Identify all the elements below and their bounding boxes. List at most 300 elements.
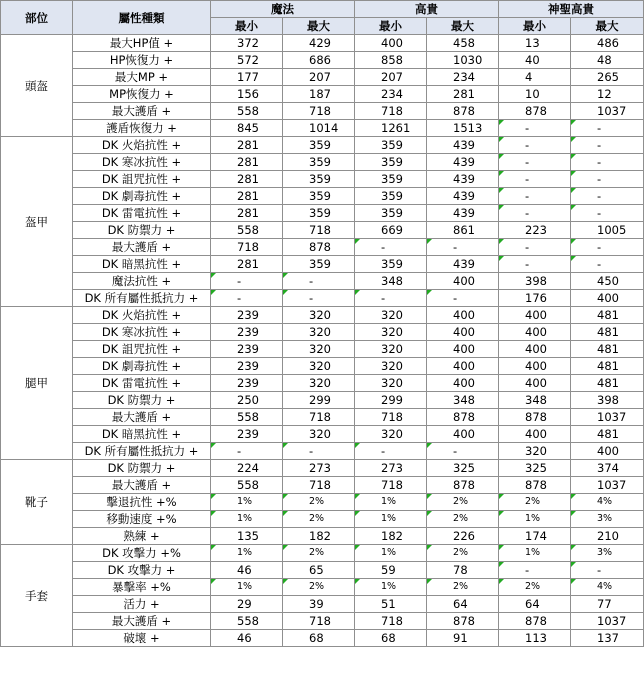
value-cell-magic-min: 1% bbox=[211, 511, 283, 528]
table-row bbox=[1, 494, 644, 511]
value-cell-noble-max: 1030 bbox=[427, 52, 499, 69]
table-row bbox=[1, 120, 644, 137]
value-cell-holy-max: 481 bbox=[571, 375, 644, 392]
table-row bbox=[1, 324, 644, 341]
table-row bbox=[1, 596, 644, 613]
value-cell-noble-max: 439 bbox=[427, 205, 499, 222]
table-row bbox=[1, 460, 644, 477]
table-row bbox=[1, 562, 644, 579]
value-cell-magic-min: 177 bbox=[211, 69, 283, 86]
value-cell-magic-min: 558 bbox=[211, 477, 283, 494]
part-cell: 靴子 bbox=[1, 460, 73, 545]
value-cell-noble-min: 359 bbox=[355, 188, 427, 205]
value-cell-magic-min: - bbox=[211, 290, 283, 307]
value-cell-holy-min: - bbox=[499, 188, 571, 205]
attribute-cell: 最大護盾 + bbox=[73, 103, 211, 120]
value-cell-holy-max: 4% bbox=[571, 494, 644, 511]
table-row bbox=[1, 443, 644, 460]
value-cell-magic-min: 845 bbox=[211, 120, 283, 137]
header-part: 部位 bbox=[1, 1, 73, 35]
value-cell-holy-max: 374 bbox=[571, 460, 644, 477]
value-cell-noble-min: 1% bbox=[355, 545, 427, 562]
header-min: 最小 bbox=[211, 18, 283, 35]
value-cell-noble-max: 400 bbox=[427, 358, 499, 375]
value-cell-noble-max: 439 bbox=[427, 154, 499, 171]
value-cell-holy-min: - bbox=[499, 562, 571, 579]
value-cell-holy-max: 77 bbox=[571, 596, 644, 613]
value-cell-magic-min: 239 bbox=[211, 426, 283, 443]
table-row bbox=[1, 273, 644, 290]
table-row bbox=[1, 375, 644, 392]
value-cell-magic-min: 46 bbox=[211, 630, 283, 647]
value-cell-magic-min: 558 bbox=[211, 103, 283, 120]
value-cell-holy-max: 481 bbox=[571, 324, 644, 341]
value-cell-noble-min: 858 bbox=[355, 52, 427, 69]
table-row bbox=[1, 477, 644, 494]
value-cell-noble-max: 439 bbox=[427, 137, 499, 154]
value-cell-magic-min: 572 bbox=[211, 52, 283, 69]
value-cell-magic-max: 187 bbox=[283, 86, 355, 103]
value-cell-noble-min: 359 bbox=[355, 137, 427, 154]
value-cell-magic-max: 359 bbox=[283, 205, 355, 222]
value-cell-noble-min: 68 bbox=[355, 630, 427, 647]
value-cell-holy-min: 878 bbox=[499, 613, 571, 630]
attribute-cell: DK 所有屬性抵抗力 + bbox=[73, 290, 211, 307]
table-row bbox=[1, 341, 644, 358]
attribute-cell: DK 雷電抗性 + bbox=[73, 375, 211, 392]
value-cell-holy-min: 176 bbox=[499, 290, 571, 307]
value-cell-noble-min: 1% bbox=[355, 579, 427, 596]
value-cell-noble-min: 320 bbox=[355, 341, 427, 358]
value-cell-magic-min: 281 bbox=[211, 154, 283, 171]
value-cell-holy-min: 223 bbox=[499, 222, 571, 239]
table-row bbox=[1, 103, 644, 120]
value-cell-holy-max: 486 bbox=[571, 35, 644, 52]
value-cell-noble-min: 299 bbox=[355, 392, 427, 409]
value-cell-noble-max: 400 bbox=[427, 307, 499, 324]
value-cell-magic-max: 359 bbox=[283, 188, 355, 205]
table-row bbox=[1, 392, 644, 409]
value-cell-magic-max: 65 bbox=[283, 562, 355, 579]
value-cell-magic-min: 1% bbox=[211, 545, 283, 562]
value-cell-noble-min: 1% bbox=[355, 494, 427, 511]
value-cell-magic-max: 182 bbox=[283, 528, 355, 545]
table-row bbox=[1, 52, 644, 69]
attribute-cell: DK 詛咒抗性 + bbox=[73, 171, 211, 188]
value-cell-magic-max: 320 bbox=[283, 324, 355, 341]
value-cell-holy-min: 13 bbox=[499, 35, 571, 52]
value-cell-holy-max: - bbox=[571, 154, 644, 171]
value-cell-magic-max: 2% bbox=[283, 579, 355, 596]
value-cell-noble-min: 359 bbox=[355, 256, 427, 273]
value-cell-holy-max: 265 bbox=[571, 69, 644, 86]
attribute-cell: DK 防禦力 + bbox=[73, 460, 211, 477]
value-cell-holy-max: 3% bbox=[571, 545, 644, 562]
value-cell-noble-max: 861 bbox=[427, 222, 499, 239]
value-cell-magic-min: 281 bbox=[211, 188, 283, 205]
value-cell-noble-min: 1% bbox=[355, 511, 427, 528]
attribute-cell: DK 暗黑抗性 + bbox=[73, 426, 211, 443]
value-cell-magic-max: 320 bbox=[283, 426, 355, 443]
attribute-cell: 熟練 + bbox=[73, 528, 211, 545]
value-cell-noble-max: 878 bbox=[427, 477, 499, 494]
value-cell-magic-min: 1% bbox=[211, 494, 283, 511]
value-cell-noble-min: 359 bbox=[355, 154, 427, 171]
attribute-cell: 最大HP值 + bbox=[73, 35, 211, 52]
attribute-cell: DK 火焰抗性 + bbox=[73, 137, 211, 154]
value-cell-noble-min: 718 bbox=[355, 409, 427, 426]
attribute-cell: DK 火焰抗性 + bbox=[73, 307, 211, 324]
table-row bbox=[1, 511, 644, 528]
value-cell-magic-min: 239 bbox=[211, 341, 283, 358]
value-cell-holy-min: 398 bbox=[499, 273, 571, 290]
header-attr: 屬性種類 bbox=[73, 1, 211, 35]
table-row bbox=[1, 188, 644, 205]
value-cell-magic-min: 135 bbox=[211, 528, 283, 545]
table-row bbox=[1, 630, 644, 647]
value-cell-noble-max: 78 bbox=[427, 562, 499, 579]
attribute-cell: 擊退抗性 +% bbox=[73, 494, 211, 511]
value-cell-magic-max: 2% bbox=[283, 494, 355, 511]
value-cell-magic-min: 281 bbox=[211, 171, 283, 188]
attribute-cell: DK 劇毒抗性 + bbox=[73, 358, 211, 375]
table-row bbox=[1, 307, 644, 324]
attribute-cell: 活力 + bbox=[73, 596, 211, 613]
value-cell-noble-max: 400 bbox=[427, 324, 499, 341]
value-cell-noble-min: - bbox=[355, 239, 427, 256]
value-cell-noble-min: 320 bbox=[355, 358, 427, 375]
value-cell-magic-min: 558 bbox=[211, 409, 283, 426]
attribute-cell: DK 寒冰抗性 + bbox=[73, 324, 211, 341]
value-cell-magic-min: 156 bbox=[211, 86, 283, 103]
attribute-cell: 護盾恢復力 + bbox=[73, 120, 211, 137]
value-cell-holy-min: 320 bbox=[499, 443, 571, 460]
value-cell-holy-max: 481 bbox=[571, 307, 644, 324]
value-cell-magic-min: 1% bbox=[211, 579, 283, 596]
value-cell-magic-max: 718 bbox=[283, 103, 355, 120]
value-cell-noble-max: 2% bbox=[427, 545, 499, 562]
value-cell-magic-max: 320 bbox=[283, 307, 355, 324]
table-row bbox=[1, 256, 644, 273]
value-cell-magic-max: 273 bbox=[283, 460, 355, 477]
attribute-cell: 魔法抗性 + bbox=[73, 273, 211, 290]
value-cell-holy-min: 325 bbox=[499, 460, 571, 477]
value-cell-noble-max: 234 bbox=[427, 69, 499, 86]
value-cell-holy-max: - bbox=[571, 256, 644, 273]
value-cell-holy-max: 1037 bbox=[571, 409, 644, 426]
value-cell-noble-min: 207 bbox=[355, 69, 427, 86]
table-row bbox=[1, 545, 644, 562]
value-cell-noble-min: 182 bbox=[355, 528, 427, 545]
value-cell-magic-max: 718 bbox=[283, 222, 355, 239]
value-cell-holy-max: 1037 bbox=[571, 477, 644, 494]
value-cell-noble-max: 2% bbox=[427, 494, 499, 511]
value-cell-holy-min: 1% bbox=[499, 545, 571, 562]
value-cell-noble-max: 878 bbox=[427, 103, 499, 120]
header-max: 最大 bbox=[427, 18, 499, 35]
table-row bbox=[1, 528, 644, 545]
attribute-cell: 最大護盾 + bbox=[73, 409, 211, 426]
value-cell-magic-min: 372 bbox=[211, 35, 283, 52]
value-cell-holy-min: - bbox=[499, 137, 571, 154]
value-cell-noble-max: 348 bbox=[427, 392, 499, 409]
value-cell-magic-min: 239 bbox=[211, 358, 283, 375]
value-cell-holy-min: 10 bbox=[499, 86, 571, 103]
value-cell-holy-min: 400 bbox=[499, 375, 571, 392]
value-cell-noble-max: 2% bbox=[427, 579, 499, 596]
value-cell-noble-max: 458 bbox=[427, 35, 499, 52]
value-cell-noble-min: - bbox=[355, 443, 427, 460]
value-cell-holy-max: - bbox=[571, 171, 644, 188]
attribute-cell: DK 寒冰抗性 + bbox=[73, 154, 211, 171]
value-cell-holy-min: 1% bbox=[499, 511, 571, 528]
table-row bbox=[1, 426, 644, 443]
value-cell-holy-min: 878 bbox=[499, 477, 571, 494]
value-cell-holy-min: - bbox=[499, 171, 571, 188]
value-cell-holy-max: 398 bbox=[571, 392, 644, 409]
value-cell-magic-max: 207 bbox=[283, 69, 355, 86]
table-row bbox=[1, 290, 644, 307]
value-cell-noble-min: 234 bbox=[355, 86, 427, 103]
attribute-cell: 最大護盾 + bbox=[73, 239, 211, 256]
value-cell-holy-max: 1037 bbox=[571, 613, 644, 630]
value-cell-magic-max: 718 bbox=[283, 409, 355, 426]
header-min: 最小 bbox=[355, 18, 427, 35]
value-cell-magic-min: 46 bbox=[211, 562, 283, 579]
attribute-cell: 移動速度 +% bbox=[73, 511, 211, 528]
value-cell-magic-max: 718 bbox=[283, 477, 355, 494]
value-cell-noble-max: 91 bbox=[427, 630, 499, 647]
value-cell-holy-max: 450 bbox=[571, 273, 644, 290]
value-cell-holy-max: 400 bbox=[571, 290, 644, 307]
value-cell-noble-min: 59 bbox=[355, 562, 427, 579]
value-cell-magic-max: 1014 bbox=[283, 120, 355, 137]
value-cell-noble-min: 348 bbox=[355, 273, 427, 290]
table-row bbox=[1, 137, 644, 154]
value-cell-noble-min: 359 bbox=[355, 205, 427, 222]
value-cell-holy-min: 40 bbox=[499, 52, 571, 69]
header-row-top bbox=[1, 1, 644, 18]
value-cell-noble-min: 718 bbox=[355, 103, 427, 120]
value-cell-magic-max: 359 bbox=[283, 137, 355, 154]
table-row bbox=[1, 579, 644, 596]
value-cell-noble-max: - bbox=[427, 443, 499, 460]
value-cell-holy-min: - bbox=[499, 239, 571, 256]
value-cell-holy-min: 400 bbox=[499, 324, 571, 341]
value-cell-holy-max: 481 bbox=[571, 358, 644, 375]
value-cell-magic-max: 359 bbox=[283, 256, 355, 273]
value-cell-holy-min: 2% bbox=[499, 579, 571, 596]
value-cell-noble-max: 64 bbox=[427, 596, 499, 613]
value-cell-magic-min: 558 bbox=[211, 613, 283, 630]
attribute-cell: HP恢復力 + bbox=[73, 52, 211, 69]
attribute-cell: 最大護盾 + bbox=[73, 613, 211, 630]
table-row bbox=[1, 69, 644, 86]
value-cell-holy-min: 400 bbox=[499, 426, 571, 443]
value-cell-noble-min: 359 bbox=[355, 171, 427, 188]
value-cell-magic-min: 224 bbox=[211, 460, 283, 477]
value-cell-holy-max: 4% bbox=[571, 579, 644, 596]
value-cell-magic-min: 718 bbox=[211, 239, 283, 256]
value-cell-noble-min: 51 bbox=[355, 596, 427, 613]
value-cell-holy-min: - bbox=[499, 205, 571, 222]
table-row bbox=[1, 409, 644, 426]
value-cell-noble-max: 439 bbox=[427, 256, 499, 273]
value-cell-holy-min: 113 bbox=[499, 630, 571, 647]
attribute-cell: 最大MP + bbox=[73, 69, 211, 86]
value-cell-noble-max: 281 bbox=[427, 86, 499, 103]
value-cell-magic-min: 281 bbox=[211, 205, 283, 222]
value-cell-magic-min: 281 bbox=[211, 137, 283, 154]
table-row bbox=[1, 239, 644, 256]
value-cell-magic-max: 718 bbox=[283, 613, 355, 630]
value-cell-magic-max: 299 bbox=[283, 392, 355, 409]
value-cell-noble-min: 1261 bbox=[355, 120, 427, 137]
value-cell-magic-max: 39 bbox=[283, 596, 355, 613]
value-cell-noble-max: 400 bbox=[427, 426, 499, 443]
value-cell-magic-min: 558 bbox=[211, 222, 283, 239]
value-cell-noble-max: 878 bbox=[427, 409, 499, 426]
part-cell: 手套 bbox=[1, 545, 73, 647]
attribute-cell: 最大護盾 + bbox=[73, 477, 211, 494]
value-cell-holy-max: 1037 bbox=[571, 103, 644, 120]
value-cell-holy-max: - bbox=[571, 239, 644, 256]
table-row bbox=[1, 35, 644, 52]
value-cell-noble-max: 1513 bbox=[427, 120, 499, 137]
value-cell-holy-min: 878 bbox=[499, 409, 571, 426]
value-cell-holy-min: 878 bbox=[499, 103, 571, 120]
table-row bbox=[1, 205, 644, 222]
value-cell-magic-min: 281 bbox=[211, 256, 283, 273]
value-cell-noble-max: 439 bbox=[427, 188, 499, 205]
value-cell-magic-min: - bbox=[211, 443, 283, 460]
value-cell-magic-min: 250 bbox=[211, 392, 283, 409]
value-cell-magic-max: 878 bbox=[283, 239, 355, 256]
value-cell-magic-min: 239 bbox=[211, 307, 283, 324]
value-cell-magic-max: 320 bbox=[283, 341, 355, 358]
value-cell-holy-max: 137 bbox=[571, 630, 644, 647]
value-cell-magic-max: - bbox=[283, 273, 355, 290]
part-cell: 腿甲 bbox=[1, 307, 73, 460]
value-cell-noble-max: 400 bbox=[427, 375, 499, 392]
value-cell-noble-min: - bbox=[355, 290, 427, 307]
value-cell-holy-min: 400 bbox=[499, 307, 571, 324]
value-cell-noble-min: 320 bbox=[355, 426, 427, 443]
value-cell-noble-min: 718 bbox=[355, 613, 427, 630]
value-cell-magic-max: - bbox=[283, 443, 355, 460]
part-cell: 頭盔 bbox=[1, 35, 73, 137]
value-cell-holy-min: - bbox=[499, 154, 571, 171]
value-cell-magic-min: 239 bbox=[211, 375, 283, 392]
value-cell-holy-max: 481 bbox=[571, 341, 644, 358]
table-row bbox=[1, 154, 644, 171]
value-cell-noble-min: 320 bbox=[355, 375, 427, 392]
value-cell-magic-min: - bbox=[211, 273, 283, 290]
attribute-cell: MP恢復力 + bbox=[73, 86, 211, 103]
table-row bbox=[1, 358, 644, 375]
header-group-noble: 高貴 bbox=[355, 1, 499, 18]
attribute-cell: DK 防禦力 + bbox=[73, 392, 211, 409]
part-cell: 盔甲 bbox=[1, 137, 73, 307]
header-group-holy-noble: 神聖高貴 bbox=[499, 1, 644, 18]
value-cell-noble-min: 718 bbox=[355, 477, 427, 494]
attribute-cell: 暴擊率 +% bbox=[73, 579, 211, 596]
value-cell-magic-max: 359 bbox=[283, 154, 355, 171]
value-cell-holy-min: 400 bbox=[499, 358, 571, 375]
value-cell-magic-max: 68 bbox=[283, 630, 355, 647]
attribute-cell: DK 劇毒抗性 + bbox=[73, 188, 211, 205]
value-cell-noble-max: 400 bbox=[427, 273, 499, 290]
value-cell-noble-max: - bbox=[427, 239, 499, 256]
header-max: 最大 bbox=[571, 18, 644, 35]
value-cell-holy-max: 400 bbox=[571, 443, 644, 460]
value-cell-holy-max: 210 bbox=[571, 528, 644, 545]
value-cell-noble-min: 273 bbox=[355, 460, 427, 477]
value-cell-noble-min: 320 bbox=[355, 324, 427, 341]
value-cell-holy-max: 48 bbox=[571, 52, 644, 69]
value-cell-noble-min: 400 bbox=[355, 35, 427, 52]
value-cell-holy-max: 1005 bbox=[571, 222, 644, 239]
value-cell-holy-max: 12 bbox=[571, 86, 644, 103]
attribute-cell: DK 攻擊力 + bbox=[73, 562, 211, 579]
attribute-cell: DK 攻擊力 +% bbox=[73, 545, 211, 562]
value-cell-noble-min: 320 bbox=[355, 307, 427, 324]
attribute-cell: 破壞 + bbox=[73, 630, 211, 647]
value-cell-holy-min: - bbox=[499, 120, 571, 137]
header-group-magic: 魔法 bbox=[211, 1, 355, 18]
value-cell-noble-max: 226 bbox=[427, 528, 499, 545]
value-cell-magic-max: - bbox=[283, 290, 355, 307]
attribute-cell: DK 暗黑抗性 + bbox=[73, 256, 211, 273]
table-row bbox=[1, 171, 644, 188]
value-cell-magic-max: 359 bbox=[283, 171, 355, 188]
value-cell-holy-min: 2% bbox=[499, 494, 571, 511]
attribute-cell: DK 詛咒抗性 + bbox=[73, 341, 211, 358]
value-cell-magic-max: 2% bbox=[283, 511, 355, 528]
value-cell-magic-max: 429 bbox=[283, 35, 355, 52]
value-cell-holy-max: - bbox=[571, 188, 644, 205]
value-cell-holy-max: - bbox=[571, 120, 644, 137]
header-max: 最大 bbox=[283, 18, 355, 35]
value-cell-holy-min: 400 bbox=[499, 341, 571, 358]
value-cell-noble-max: 878 bbox=[427, 613, 499, 630]
value-cell-holy-min: - bbox=[499, 256, 571, 273]
attribute-cell: DK 防禦力 + bbox=[73, 222, 211, 239]
value-cell-holy-min: 64 bbox=[499, 596, 571, 613]
value-cell-noble-max: - bbox=[427, 290, 499, 307]
value-cell-noble-max: 2% bbox=[427, 511, 499, 528]
value-cell-noble-max: 325 bbox=[427, 460, 499, 477]
value-cell-noble-min: 669 bbox=[355, 222, 427, 239]
value-cell-holy-max: - bbox=[571, 205, 644, 222]
value-cell-holy-max: - bbox=[571, 137, 644, 154]
value-cell-magic-min: 239 bbox=[211, 324, 283, 341]
table-row bbox=[1, 613, 644, 630]
table-body bbox=[1, 35, 644, 647]
attribute-cell: DK 所有屬性抵抗力 + bbox=[73, 443, 211, 460]
value-cell-magic-max: 320 bbox=[283, 358, 355, 375]
value-cell-noble-max: 439 bbox=[427, 171, 499, 188]
value-cell-holy-min: 348 bbox=[499, 392, 571, 409]
value-cell-holy-min: 4 bbox=[499, 69, 571, 86]
value-cell-magic-max: 2% bbox=[283, 545, 355, 562]
value-cell-holy-max: 481 bbox=[571, 426, 644, 443]
value-cell-holy-max: - bbox=[571, 562, 644, 579]
table-row bbox=[1, 86, 644, 103]
value-cell-holy-min: 174 bbox=[499, 528, 571, 545]
table-row bbox=[1, 222, 644, 239]
value-cell-magic-min: 29 bbox=[211, 596, 283, 613]
